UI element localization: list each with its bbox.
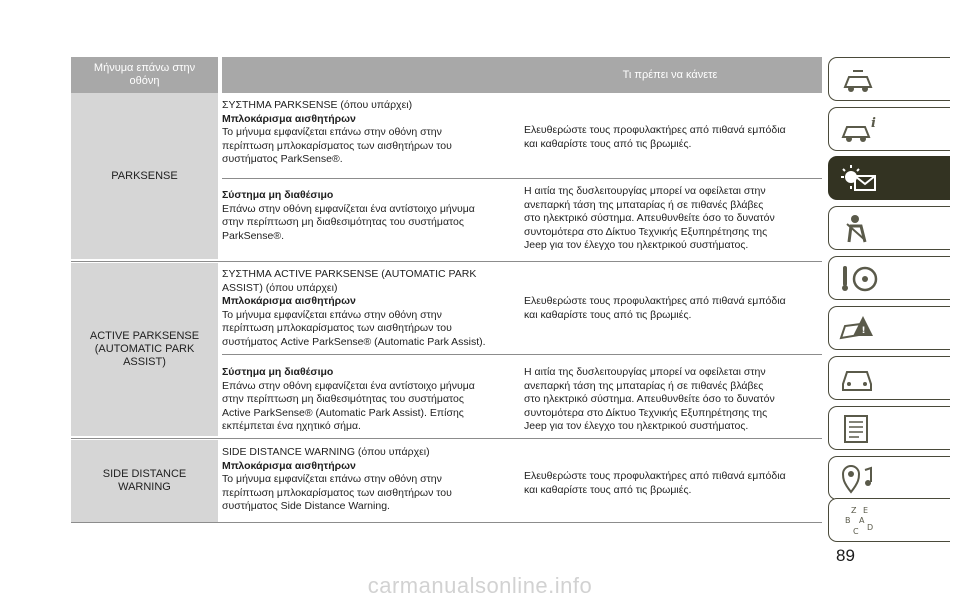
action-line: Jeep για τον έλεγχο του ηλεκτρικού συστήματος. — [524, 420, 749, 433]
cause-text — [222, 366, 516, 434]
wrench-steering-wheel-icon — [837, 262, 881, 296]
svg-text:Z: Z — [851, 506, 857, 515]
cause-title: ASSIST) (όπου υπάρχει) — [222, 281, 338, 294]
divider — [71, 261, 822, 262]
cause-text — [222, 268, 516, 350]
action-line: συντομότερα στο Δίκτυο Τεχνικής Εξυπηρέτησης της — [524, 406, 768, 419]
action-line: Ελευθερώστε τους προφυλακτήρες από πιθανά εμπόδια — [524, 470, 786, 482]
header-action-column — [518, 57, 822, 93]
cause-line: Το μήνυμα εμφανίζεται επάνω στην οθόνη στην — [222, 126, 442, 139]
cause-line: συστήματος Active ParkSense® (Automatic Park Assist). — [222, 335, 486, 348]
action-text — [524, 366, 820, 434]
cause-text — [222, 99, 516, 167]
cause-line: συστήματος Side Distance Warning. — [222, 500, 390, 513]
tab-multimedia[interactable] — [828, 456, 950, 500]
cause-title: ΣΥΣΤΗΜΑ PARKSENSE (όπου υπάρχει) — [222, 99, 413, 111]
action-line: Jeep για τον έλεγχο του ηλεκτρικού συστήματος. — [524, 239, 749, 252]
action-line: στο ηλεκτρικό σύστημα. Απευθυνθείτε όσο το δυνατόν — [524, 393, 775, 406]
cause-heading: Μπλοκάρισμα αισθητήρων — [222, 459, 356, 472]
svg-text:C: C — [853, 527, 859, 536]
action-line: Η αιτία της δυσλειτουργίας μπορεί να οφείλεται στην — [524, 185, 766, 197]
action-text — [524, 470, 820, 497]
tab-dashboard[interactable] — [828, 57, 950, 101]
header-message-label: Μήνυμα επάνω στην οθόνη — [93, 62, 196, 87]
tab-emergency[interactable] — [828, 306, 950, 350]
action-text — [524, 185, 820, 253]
svg-text:A: A — [859, 516, 865, 525]
tab-index[interactable] — [828, 498, 950, 542]
cause-line: Το μήνυμα εμφανίζεται επάνω στην οθόνη στην — [222, 308, 442, 321]
message-cell-active-parksense — [71, 263, 218, 436]
divider — [222, 178, 822, 179]
svg-text:D: D — [867, 523, 874, 532]
document-list-icon — [837, 412, 881, 446]
seat-belt-person-icon — [837, 212, 881, 246]
divider — [222, 354, 822, 355]
tab-servicing[interactable] — [828, 356, 950, 400]
cause-line: περίπτωση μπλοκαρίσματος των αισθητήρων του — [222, 139, 452, 152]
action-line: και καθαρίστε τους από τις βρωμιές. — [524, 137, 692, 150]
divider — [71, 438, 822, 439]
cause-text — [222, 189, 516, 243]
message-label: SIDE DISTANCE WARNING — [102, 468, 187, 493]
page-number: 89 — [836, 546, 855, 565]
message-cell-side-distance — [71, 440, 218, 522]
action-line: και καθαρίστε τους από τις βρωμιές. — [524, 308, 692, 321]
car-dashboard-icon — [837, 63, 881, 97]
action-line: ανεπαρκή τάση της μπαταρίας ή σε πιθανές βλάβες — [524, 198, 764, 211]
cause-heading: Μπλοκάρισμα αισθητήρων — [222, 112, 356, 125]
cause-line: εκπέμπεται ένα ηχητικό σήμα. — [222, 420, 361, 433]
cause-line: Active ParkSense® (Automatic Park Assist). Επίσης — [222, 406, 464, 419]
cause-line: περίπτωση μπλοκαρίσματος των αισθητήρων του — [222, 486, 452, 499]
cause-line: Επάνω στην οθόνη εμφανίζεται ένα αντίστοιχο μήνυμα — [222, 202, 475, 215]
header-action-label: Τι πρέπει να κάνετε — [622, 68, 718, 81]
message-cell-parksense — [71, 93, 218, 259]
action-line: ανεπαρκή τάση της μπαταρίας ή σε πιθανές βλάβες — [524, 379, 764, 392]
svg-text:E: E — [863, 506, 869, 515]
tab-safety[interactable] — [828, 206, 950, 250]
tab-technical-data[interactable] — [828, 406, 950, 450]
action-line: Ελευθερώστε τους προφυλακτήρες από πιθανά εμπόδια — [524, 124, 786, 136]
action-line: και καθαρίστε τους από τις βρωμιές. — [524, 483, 692, 496]
cause-line: Το μήνυμα εμφανίζεται επάνω στην οθόνη στην — [222, 473, 442, 486]
cause-line: συστήματος ParkSense®. — [222, 153, 343, 166]
message-label: ACTIVE PARKSENSE (AUTOMATIC PARK ASSIST) — [89, 330, 200, 368]
alphabet-index-icon — [837, 504, 881, 538]
car-crash-icon — [837, 312, 881, 346]
cause-line: στην περίπτωση μη διαθεσιμότητας του συστήματος — [222, 393, 464, 406]
watermark: carmanualsonline.info — [367, 573, 593, 598]
location-media-icon — [837, 462, 881, 496]
action-line: Η αιτία της δυσλειτουργίας μπορεί να οφείλεται στην — [524, 366, 766, 378]
svg-text:B: B — [845, 516, 851, 525]
cause-title: SIDE DISTANCE WARNING (όπου υπάρχει) — [222, 446, 430, 458]
action-line: συντομότερα στο Δίκτυο Τεχνικής Εξυπηρέτησης της — [524, 225, 768, 238]
cause-heading: Σύστημα μη διαθέσιμο — [222, 366, 334, 378]
cause-line: στην περίπτωση μη διαθεσιμότητας του συστήματος — [222, 216, 464, 229]
svg-text:i: i — [871, 116, 876, 131]
car-front-icon — [837, 362, 881, 396]
tab-warnings[interactable] — [828, 156, 950, 200]
svg-text:!: ! — [861, 326, 866, 336]
message-label: PARKSENSE — [111, 169, 178, 182]
action-line: Ελευθερώστε τους προφυλακτήρες από πιθανά εμπόδια — [524, 295, 786, 307]
tab-info[interactable] — [828, 107, 950, 151]
cause-heading: Μπλοκάρισμα αισθητήρων — [222, 295, 356, 308]
action-line: στο ηλεκτρικό σύστημα. Απευθυνθείτε όσο το δυνατόν — [524, 212, 775, 225]
car-info-icon — [837, 113, 881, 147]
cause-line: περίπτωση μπλοκαρίσματος των αισθητήρων του — [222, 322, 452, 335]
header-message-column — [71, 57, 218, 93]
cause-line: ParkSense®. — [222, 229, 285, 242]
cause-text — [222, 446, 516, 514]
cause-line: Επάνω στην οθόνη εμφανίζεται ένα αντίστοιχο μήνυμα — [222, 379, 475, 392]
action-text — [524, 124, 820, 151]
warning-light-message-icon — [837, 162, 881, 196]
divider — [71, 522, 822, 523]
tab-driving[interactable] — [828, 256, 950, 300]
header-cause-column — [222, 57, 518, 93]
action-text — [524, 295, 820, 322]
cause-title: ΣΥΣΤΗΜΑ ACTIVE PARKSENSE (AUTOMATIC PARK — [222, 268, 477, 280]
cause-heading: Σύστημα μη διαθέσιμο — [222, 189, 334, 201]
